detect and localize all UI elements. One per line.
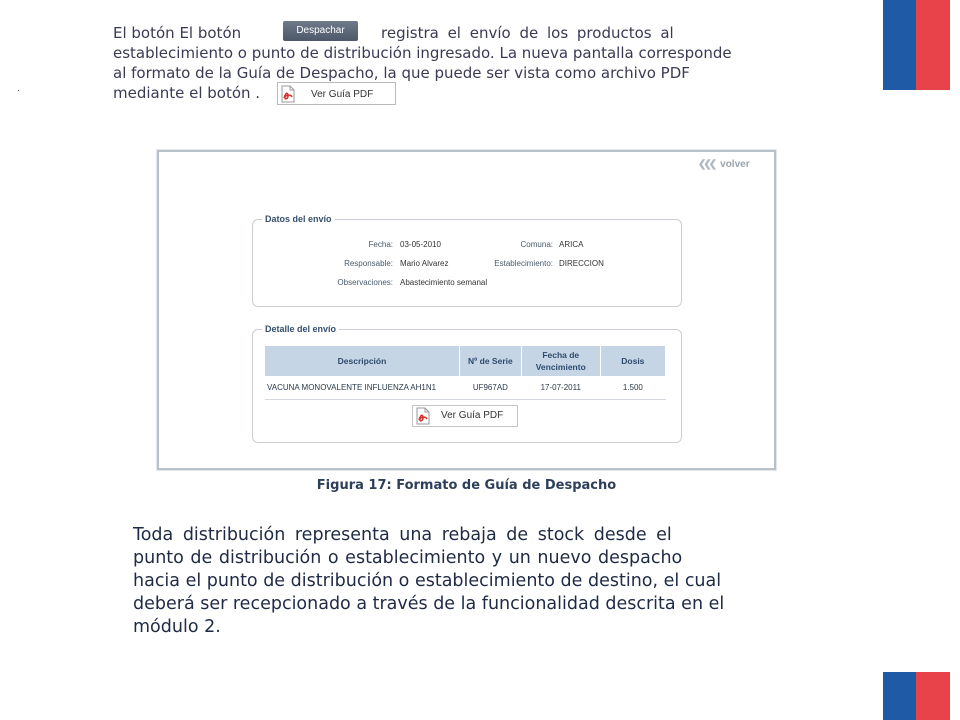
back-arrows-icon: ❮❮❮ (698, 159, 715, 170)
flag-blue-stripe (883, 672, 916, 720)
decor-dot: . (17, 84, 20, 94)
body-line-4: deberá ser recepcionado a través de la funcionalidad descrita en el (133, 594, 725, 614)
table-header-row (265, 346, 666, 376)
col-dosis: Dosis (600, 346, 665, 376)
detalle-table (265, 346, 666, 400)
flag-decoration-top (883, 0, 950, 90)
cell-vencimiento: 17-07-2011 (521, 376, 600, 400)
volver-link[interactable] (698, 159, 750, 170)
flag-blue-stripe (883, 0, 916, 90)
intro-line-1b: registra el envío de los productos al (381, 24, 674, 42)
observaciones-value: Abastecimiento semanal (400, 278, 488, 287)
body-line-3: hacia el punto de distribución o establecimiento de destino, el cual (133, 571, 722, 591)
volver-label: volver (720, 159, 750, 170)
despachar-button[interactable]: Despachar (283, 21, 358, 41)
pdf-icon (416, 407, 430, 425)
figure-caption: Figura 17: Formato de Guía de Despacho (316, 478, 617, 493)
ver-guia-pdf-label: Ver Guía PDF (311, 89, 374, 100)
observaciones-label: Observaciones: (337, 278, 393, 287)
flag-decoration-bottom (883, 672, 950, 720)
flag-red-stripe (916, 0, 950, 90)
table-row (265, 376, 666, 400)
body-line-2: punto de distribución o establecimiento y un nuevo despacho (133, 548, 683, 568)
comuna-value: ARICA (559, 240, 584, 249)
ver-guia-pdf-button-figure[interactable] (412, 405, 518, 427)
intro-line-4: mediante el botón . (113, 84, 261, 102)
detalle-envio-legend: Detalle del envío (262, 324, 339, 334)
body-line-1: Toda distribución representa una rebaja de stock desde el (133, 525, 672, 545)
datos-envio-legend: Datos del envío (262, 214, 335, 224)
intro-line-2: establecimiento o punto de distribución ingresado. La nueva pantalla corresponde (113, 44, 732, 62)
col-descripcion: Descripción (265, 346, 459, 376)
comuna-label: Comuna: (520, 240, 553, 249)
cell-serie: UF967AD (459, 376, 521, 400)
fecha-label: Fecha: (368, 240, 393, 249)
cell-descripcion: VACUNA MONOVALENTE INFLUENZA AH1N1 (265, 376, 459, 400)
responsable-value: Mario Alvarez (400, 259, 449, 268)
intro-line-3: al formato de la Guía de Despacho, la que puede ser vista como archivo PDF (113, 64, 690, 82)
intro-line-1a: El botón El botón (113, 24, 242, 42)
col-serie: Nº de Serie (459, 346, 521, 376)
responsable-label: Responsable: (344, 259, 393, 268)
cell-dosis: 1.500 (600, 376, 665, 400)
establecimiento-value: DIRECCION (559, 259, 604, 268)
ver-guia-pdf-label: Ver Guía PDF (441, 410, 504, 421)
body-line-5: módulo 2. (133, 617, 221, 637)
ver-guia-pdf-button[interactable] (277, 82, 396, 105)
col-vencimiento: Fecha de Vencimiento (521, 346, 600, 376)
flag-red-stripe (916, 672, 950, 720)
fecha-value: 03-05-2010 (400, 240, 441, 249)
establecimiento-label: Establecimiento: (494, 259, 553, 268)
pdf-icon (281, 85, 295, 103)
